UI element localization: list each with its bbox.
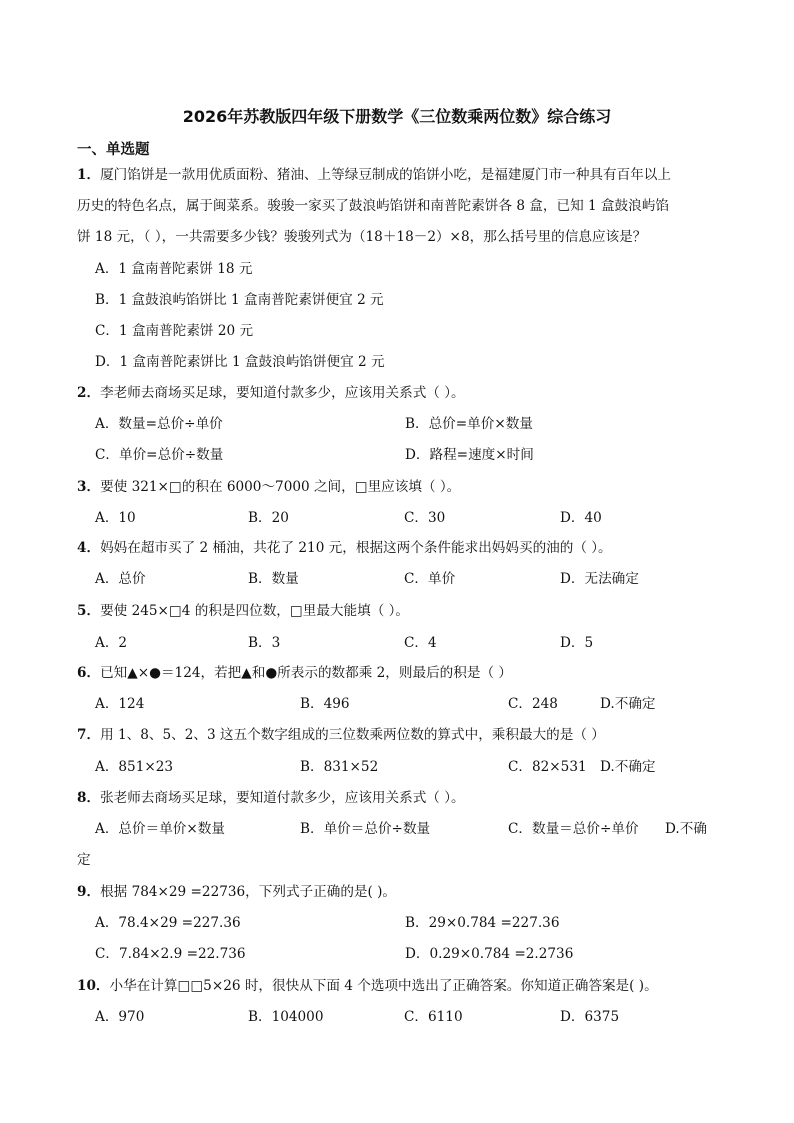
option-b: B．831×52 bbox=[300, 759, 379, 775]
question-number: 6． bbox=[77, 665, 101, 681]
question-text: 妈妈在超市买了 2 桶油，共花了 210 元，根据这两个条件能求出妈妈买的油的（ ）。 bbox=[100, 540, 612, 556]
option-c: C．1 盒南普陀素饼 20 元 bbox=[95, 323, 254, 339]
question-number: 3． bbox=[77, 479, 101, 495]
question-text: 已知▲×●＝124，若把▲和●所表示的数都乘 2，则最后的积是（ ） bbox=[100, 665, 512, 681]
option-c: C．6110 bbox=[404, 1009, 463, 1025]
option-b: B．20 bbox=[248, 510, 289, 526]
question-1 bbox=[77, 166, 671, 184]
question-text: 要使 321×□的积在 6000～7000 之间，□里应该填（ ）。 bbox=[100, 479, 461, 495]
option-c: C．7.84×2.9 =22.736 bbox=[95, 946, 246, 962]
option-d: D.不确定 bbox=[600, 759, 656, 775]
question-1-line-2: 历史的特色名点，属于闽菜系。骏骏一家买了鼓浪屿馅饼和南普陀素饼各 8 盒，已知 1 盒鼓浪屿馅 bbox=[77, 198, 669, 214]
question-text: 用 1、8、5、2、3 这五个数字组成的三位数乘两位数的算式中，乘积最大的是（ ） bbox=[100, 727, 605, 743]
option-a: A．总价＝单价×数量 bbox=[95, 821, 225, 837]
option-a: A．数量=总价÷单价 bbox=[95, 416, 223, 432]
option-d: D．1 盒南普陀素饼比 1 盒鼓浪屿馅饼便宜 2 元 bbox=[95, 354, 385, 370]
option-d: D．路程=速度×时间 bbox=[405, 447, 534, 463]
option-c: C．248 bbox=[508, 696, 558, 712]
option-a: A．总价 bbox=[95, 571, 146, 587]
option-b: B．496 bbox=[300, 696, 350, 712]
option-d: D．5 bbox=[560, 635, 594, 651]
question-text: 张老师去商场买足球，要知道付款多少，应该用关系式（ ）。 bbox=[100, 790, 465, 806]
question-8 bbox=[77, 789, 465, 807]
option-c: C．30 bbox=[404, 510, 446, 526]
question-number: 9． bbox=[77, 884, 101, 900]
option-b: B．单价＝总价÷数量 bbox=[300, 821, 431, 837]
question-5 bbox=[77, 602, 409, 620]
option-d-continued: 定 bbox=[77, 852, 91, 868]
option-a: A．78.4×29 =227.36 bbox=[95, 915, 241, 931]
option-d: D．6375 bbox=[560, 1009, 620, 1025]
section-heading: 一、单选题 bbox=[77, 142, 150, 158]
question-number: 8． bbox=[77, 790, 101, 806]
option-d: D．无法确定 bbox=[560, 571, 639, 587]
option-c: C．数量＝总价÷单价 bbox=[508, 821, 639, 837]
option-b: B．104000 bbox=[248, 1009, 324, 1025]
question-number: 2． bbox=[77, 385, 101, 401]
option-a: A．970 bbox=[95, 1009, 145, 1025]
option-a: A．10 bbox=[95, 510, 136, 526]
question-10 bbox=[77, 977, 658, 995]
option-c: C．82×531 bbox=[508, 759, 587, 775]
option-d: D．40 bbox=[560, 510, 602, 526]
question-number: 5． bbox=[77, 603, 101, 619]
option-b: B．总价=单价×数量 bbox=[405, 416, 533, 432]
option-c: C．4 bbox=[404, 635, 437, 651]
question-9 bbox=[77, 883, 396, 901]
option-c: C．单价=总价÷数量 bbox=[95, 447, 224, 463]
question-2 bbox=[77, 384, 465, 402]
option-c: C．单价 bbox=[404, 571, 456, 587]
option-b: B．29×0.784 =227.36 bbox=[405, 915, 560, 931]
question-7 bbox=[77, 726, 605, 744]
option-b: B．3 bbox=[248, 635, 281, 651]
question-4 bbox=[77, 539, 612, 557]
option-a: A．851×23 bbox=[95, 759, 174, 775]
question-text: 根据 784×29 =22736，下列式子正确的是( )。 bbox=[100, 884, 397, 900]
option-a: A．1 盒南普陀素饼 18 元 bbox=[95, 261, 253, 277]
question-number: 7． bbox=[77, 727, 101, 743]
question-number: 1． bbox=[77, 167, 101, 183]
option-a: A．124 bbox=[95, 696, 145, 712]
question-1-line-3: 饼 18 元，（ ），一共需要多少钱？骏骏列式为（18＋18－2）×8，那么括号里的信息应该是？ bbox=[77, 229, 647, 245]
question-text: 小华在计算□□5×26 时，很快从下面 4 个选项中选出了正确答案。你知道正确答案是( )。 bbox=[109, 978, 658, 994]
question-number: 4． bbox=[77, 540, 101, 556]
option-d: D.不确定 bbox=[600, 696, 656, 712]
page-title: 2026年苏教版四年级下册数学《三位数乘两位数》综合练习 bbox=[182, 107, 612, 126]
question-text: 要使 245×□4 的积是四位数，□里最大能填（ ）。 bbox=[100, 603, 409, 619]
question-3 bbox=[77, 478, 460, 496]
option-b: B．1 盒鼓浪屿馅饼比 1 盒南普陀素饼便宜 2 元 bbox=[95, 292, 384, 308]
question-number: 10． bbox=[77, 978, 110, 994]
question-text: 厦门馅饼是一款用优质面粉、猪油、上等绿豆制成的馅饼小吃，是福建厦门市一种具有百年以上 bbox=[100, 167, 671, 183]
option-d: D.不确 bbox=[665, 821, 707, 837]
question-text: 李老师去商场买足球，要知道付款多少，应该用关系式（ ）。 bbox=[100, 385, 465, 401]
option-b: B．数量 bbox=[248, 571, 299, 587]
question-6 bbox=[77, 664, 512, 682]
option-d: D．0.29×0.784 =2.2736 bbox=[405, 946, 574, 962]
option-a: A．2 bbox=[95, 635, 128, 651]
